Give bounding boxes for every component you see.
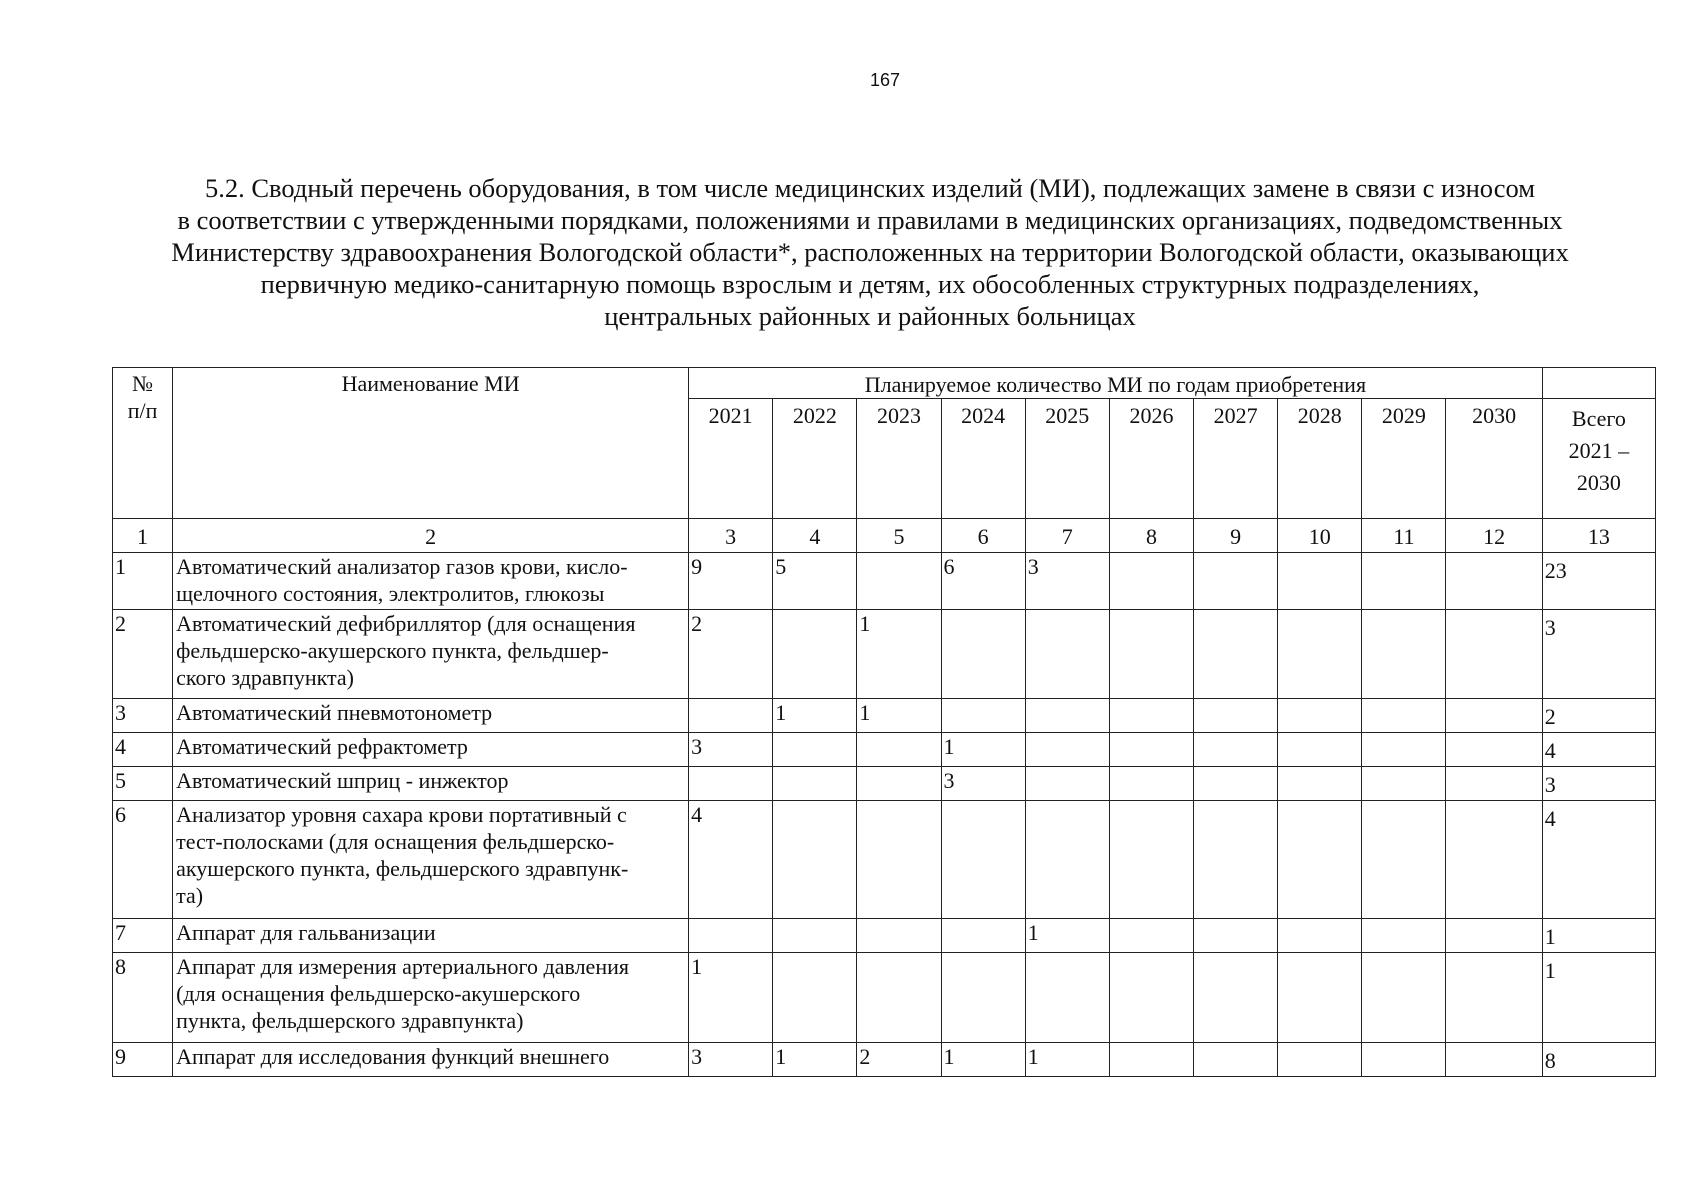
year-quantity: [1109, 801, 1193, 919]
total-quantity: 1: [1542, 953, 1655, 1043]
year-quantity: 1: [773, 699, 857, 733]
year-quantity: [1278, 610, 1362, 699]
year-quantity: [689, 919, 773, 953]
year-quantity: 9: [689, 553, 773, 610]
item-name: Автоматический рефрактометр: [173, 733, 689, 767]
equipment-table: [112, 367, 1656, 1077]
total-quantity: 2: [1542, 699, 1655, 733]
column-number: 12: [1446, 519, 1542, 553]
year-quantity: [1362, 919, 1446, 953]
year-quantity: [1446, 699, 1542, 733]
year-quantity: 6: [941, 553, 1025, 610]
header-year-2023: 2023: [857, 399, 941, 519]
item-name: Анализатор уровня сахара крови портативный с тест-полосками (для оснащения фельдшерско- акушерского пункта, фельдшерского здравпунк- та): [173, 801, 689, 919]
year-quantity: [941, 801, 1025, 919]
title-line: в соответствии с утвержденными порядками, положениями и правилами в медицинских организациях, подведомственных: [177, 205, 1563, 235]
item-name: Аппарат для гальванизации: [173, 919, 689, 953]
column-number: 6: [941, 519, 1025, 553]
year-quantity: 1: [689, 953, 773, 1043]
year-quantity: [857, 733, 941, 767]
year-quantity: 2: [689, 610, 773, 699]
year-quantity: 3: [1025, 553, 1109, 610]
year-quantity: 1: [941, 1043, 1025, 1077]
header-num: [113, 368, 173, 519]
year-quantity: [1109, 919, 1193, 953]
title-line: центральных районных и районных больницах: [604, 301, 1136, 331]
total-quantity: 3: [1542, 767, 1655, 801]
header-year-2028: 2028: [1278, 399, 1362, 519]
year-quantity: 1: [1025, 1043, 1109, 1077]
column-number: 8: [1109, 519, 1193, 553]
year-quantity: [1446, 919, 1542, 953]
year-quantity: [1278, 1043, 1362, 1077]
year-quantity: [1362, 801, 1446, 919]
year-quantity: [773, 610, 857, 699]
row-number: 9: [113, 1043, 173, 1077]
table-row: [113, 610, 1656, 699]
year-quantity: [1446, 553, 1542, 610]
header-total: [1542, 399, 1655, 519]
year-quantity: 3: [689, 733, 773, 767]
header-group: Планируемое количество МИ по годам приобретения: [689, 368, 1543, 399]
title-line: Министерству здравоохранения Вологодской области*, расположенных на территории Вологодской области, оказывающих: [171, 237, 1569, 267]
header-num-text: № п/п: [127, 371, 158, 423]
total-quantity: 8: [1542, 1043, 1655, 1077]
year-quantity: [773, 801, 857, 919]
year-quantity: [773, 767, 857, 801]
year-quantity: [1362, 610, 1446, 699]
item-name: Автоматический дефибриллятор (для оснащения фельдшерско-акушерского пункта, фельдшер- ского здравпункта): [173, 610, 689, 699]
title-line: 5.2. Сводный перечень оборудования, в том числе медицинских изделий (МИ), подлежащих замене в связи с износом: [205, 173, 1535, 203]
row-number: 3: [113, 699, 173, 733]
year-quantity: [857, 767, 941, 801]
year-quantity: [1109, 553, 1193, 610]
year-quantity: [1194, 733, 1278, 767]
year-quantity: [773, 919, 857, 953]
year-quantity: 1: [857, 699, 941, 733]
item-name: Аппарат для исследования функций внешнего: [173, 1043, 689, 1077]
year-quantity: [1194, 699, 1278, 733]
total-quantity: 4: [1542, 733, 1655, 767]
year-quantity: [1278, 699, 1362, 733]
year-quantity: [1194, 767, 1278, 801]
column-number: 11: [1362, 519, 1446, 553]
year-quantity: 1: [1025, 919, 1109, 953]
total-quantity: 1: [1542, 919, 1655, 953]
table-row: [113, 1043, 1656, 1077]
year-quantity: [1278, 553, 1362, 610]
column-number: 3: [689, 519, 773, 553]
column-number: 9: [1194, 519, 1278, 553]
total-quantity: 23: [1542, 553, 1655, 610]
year-quantity: [857, 553, 941, 610]
year-quantity: [1362, 553, 1446, 610]
header-year-2024: 2024: [941, 399, 1025, 519]
year-quantity: [857, 919, 941, 953]
item-name: Автоматический шприц - инжектор: [173, 767, 689, 801]
column-number: 1: [113, 519, 173, 553]
year-quantity: [1446, 733, 1542, 767]
year-quantity: [1362, 1043, 1446, 1077]
year-quantity: [1109, 733, 1193, 767]
page-number: 167: [869, 70, 901, 90]
table-row: [113, 699, 1656, 733]
year-quantity: [1194, 610, 1278, 699]
year-quantity: [1446, 801, 1542, 919]
year-quantity: 3: [941, 767, 1025, 801]
year-quantity: 1: [773, 1043, 857, 1077]
item-name: Аппарат для измерения артериального давления (для оснащения фельдшерско-акушерского пункта, фельдшерского здравпункта): [173, 953, 689, 1043]
year-quantity: [1025, 699, 1109, 733]
year-quantity: [1278, 733, 1362, 767]
year-quantity: [1194, 919, 1278, 953]
year-quantity: [1446, 1043, 1542, 1077]
year-quantity: [1278, 953, 1362, 1043]
table-row: [113, 801, 1656, 919]
header-year-2025: 2025: [1025, 399, 1109, 519]
header-year-2027: 2027: [1194, 399, 1278, 519]
year-quantity: [1194, 953, 1278, 1043]
column-number: 4: [773, 519, 857, 553]
header-name: [173, 368, 689, 519]
year-quantity: [773, 953, 857, 1043]
year-quantity: [1278, 767, 1362, 801]
year-quantity: [1025, 733, 1109, 767]
item-name: Автоматический анализатор газов крови, кисло- щелочного состояния, электролитов, глюкозы: [173, 553, 689, 610]
table-row: [113, 733, 1656, 767]
year-quantity: [1194, 801, 1278, 919]
year-quantity: [1278, 801, 1362, 919]
year-quantity: [1025, 801, 1109, 919]
row-number: 2: [113, 610, 173, 699]
year-quantity: [1025, 610, 1109, 699]
year-quantity: [1446, 953, 1542, 1043]
year-quantity: [1446, 767, 1542, 801]
column-number: 2: [173, 519, 689, 553]
year-quantity: [1109, 610, 1193, 699]
column-number: 7: [1025, 519, 1109, 553]
total-quantity: 3: [1542, 610, 1655, 699]
year-quantity: [1362, 953, 1446, 1043]
year-quantity: [1362, 767, 1446, 801]
header-year-2021: 2021: [689, 399, 773, 519]
year-quantity: [1025, 953, 1109, 1043]
year-quantity: [1109, 767, 1193, 801]
year-quantity: [1362, 699, 1446, 733]
year-quantity: [941, 953, 1025, 1043]
year-quantity: 2: [857, 1043, 941, 1077]
year-quantity: [689, 699, 773, 733]
year-quantity: [857, 953, 941, 1043]
document-title: [110, 172, 1630, 332]
year-quantity: 1: [941, 733, 1025, 767]
year-quantity: [941, 919, 1025, 953]
header-blank: [1542, 368, 1655, 399]
column-number: 13: [1542, 519, 1655, 553]
header-year-2030: 2030: [1446, 399, 1542, 519]
column-number: 5: [857, 519, 941, 553]
row-number: 6: [113, 801, 173, 919]
row-number: 4: [113, 733, 173, 767]
title-line: первичную медико-санитарную помощь взрослым и детям, их обособленных структурных подразделениях,: [260, 269, 1480, 299]
row-number: 8: [113, 953, 173, 1043]
header-name-text: Наименование МИ: [341, 371, 520, 396]
column-number: 10: [1278, 519, 1362, 553]
table-row: [113, 553, 1656, 610]
header-year-2022: 2022: [773, 399, 857, 519]
year-quantity: [1109, 953, 1193, 1043]
row-number: 5: [113, 767, 173, 801]
table-row: [113, 767, 1656, 801]
year-quantity: [1362, 733, 1446, 767]
year-quantity: 3: [689, 1043, 773, 1077]
year-quantity: [941, 699, 1025, 733]
row-number: 7: [113, 919, 173, 953]
header-year-2029: 2029: [1362, 399, 1446, 519]
table-row: [113, 953, 1656, 1043]
year-quantity: [1025, 767, 1109, 801]
year-quantity: [1446, 610, 1542, 699]
year-quantity: [1109, 699, 1193, 733]
year-quantity: [857, 801, 941, 919]
year-quantity: 5: [773, 553, 857, 610]
year-quantity: 1: [857, 610, 941, 699]
year-quantity: [1194, 553, 1278, 610]
item-name: Автоматический пневмотонометр: [173, 699, 689, 733]
year-quantity: [1109, 1043, 1193, 1077]
header-year-2026: 2026: [1109, 399, 1193, 519]
total-quantity: 4: [1542, 801, 1655, 919]
year-quantity: 4: [689, 801, 773, 919]
year-quantity: [689, 767, 773, 801]
header-total-text: Всего 2021 – 2030: [1568, 406, 1630, 495]
year-quantity: [773, 733, 857, 767]
year-quantity: [1194, 1043, 1278, 1077]
row-number: 1: [113, 553, 173, 610]
table-row: [113, 919, 1656, 953]
year-quantity: [941, 610, 1025, 699]
year-quantity: [1278, 919, 1362, 953]
